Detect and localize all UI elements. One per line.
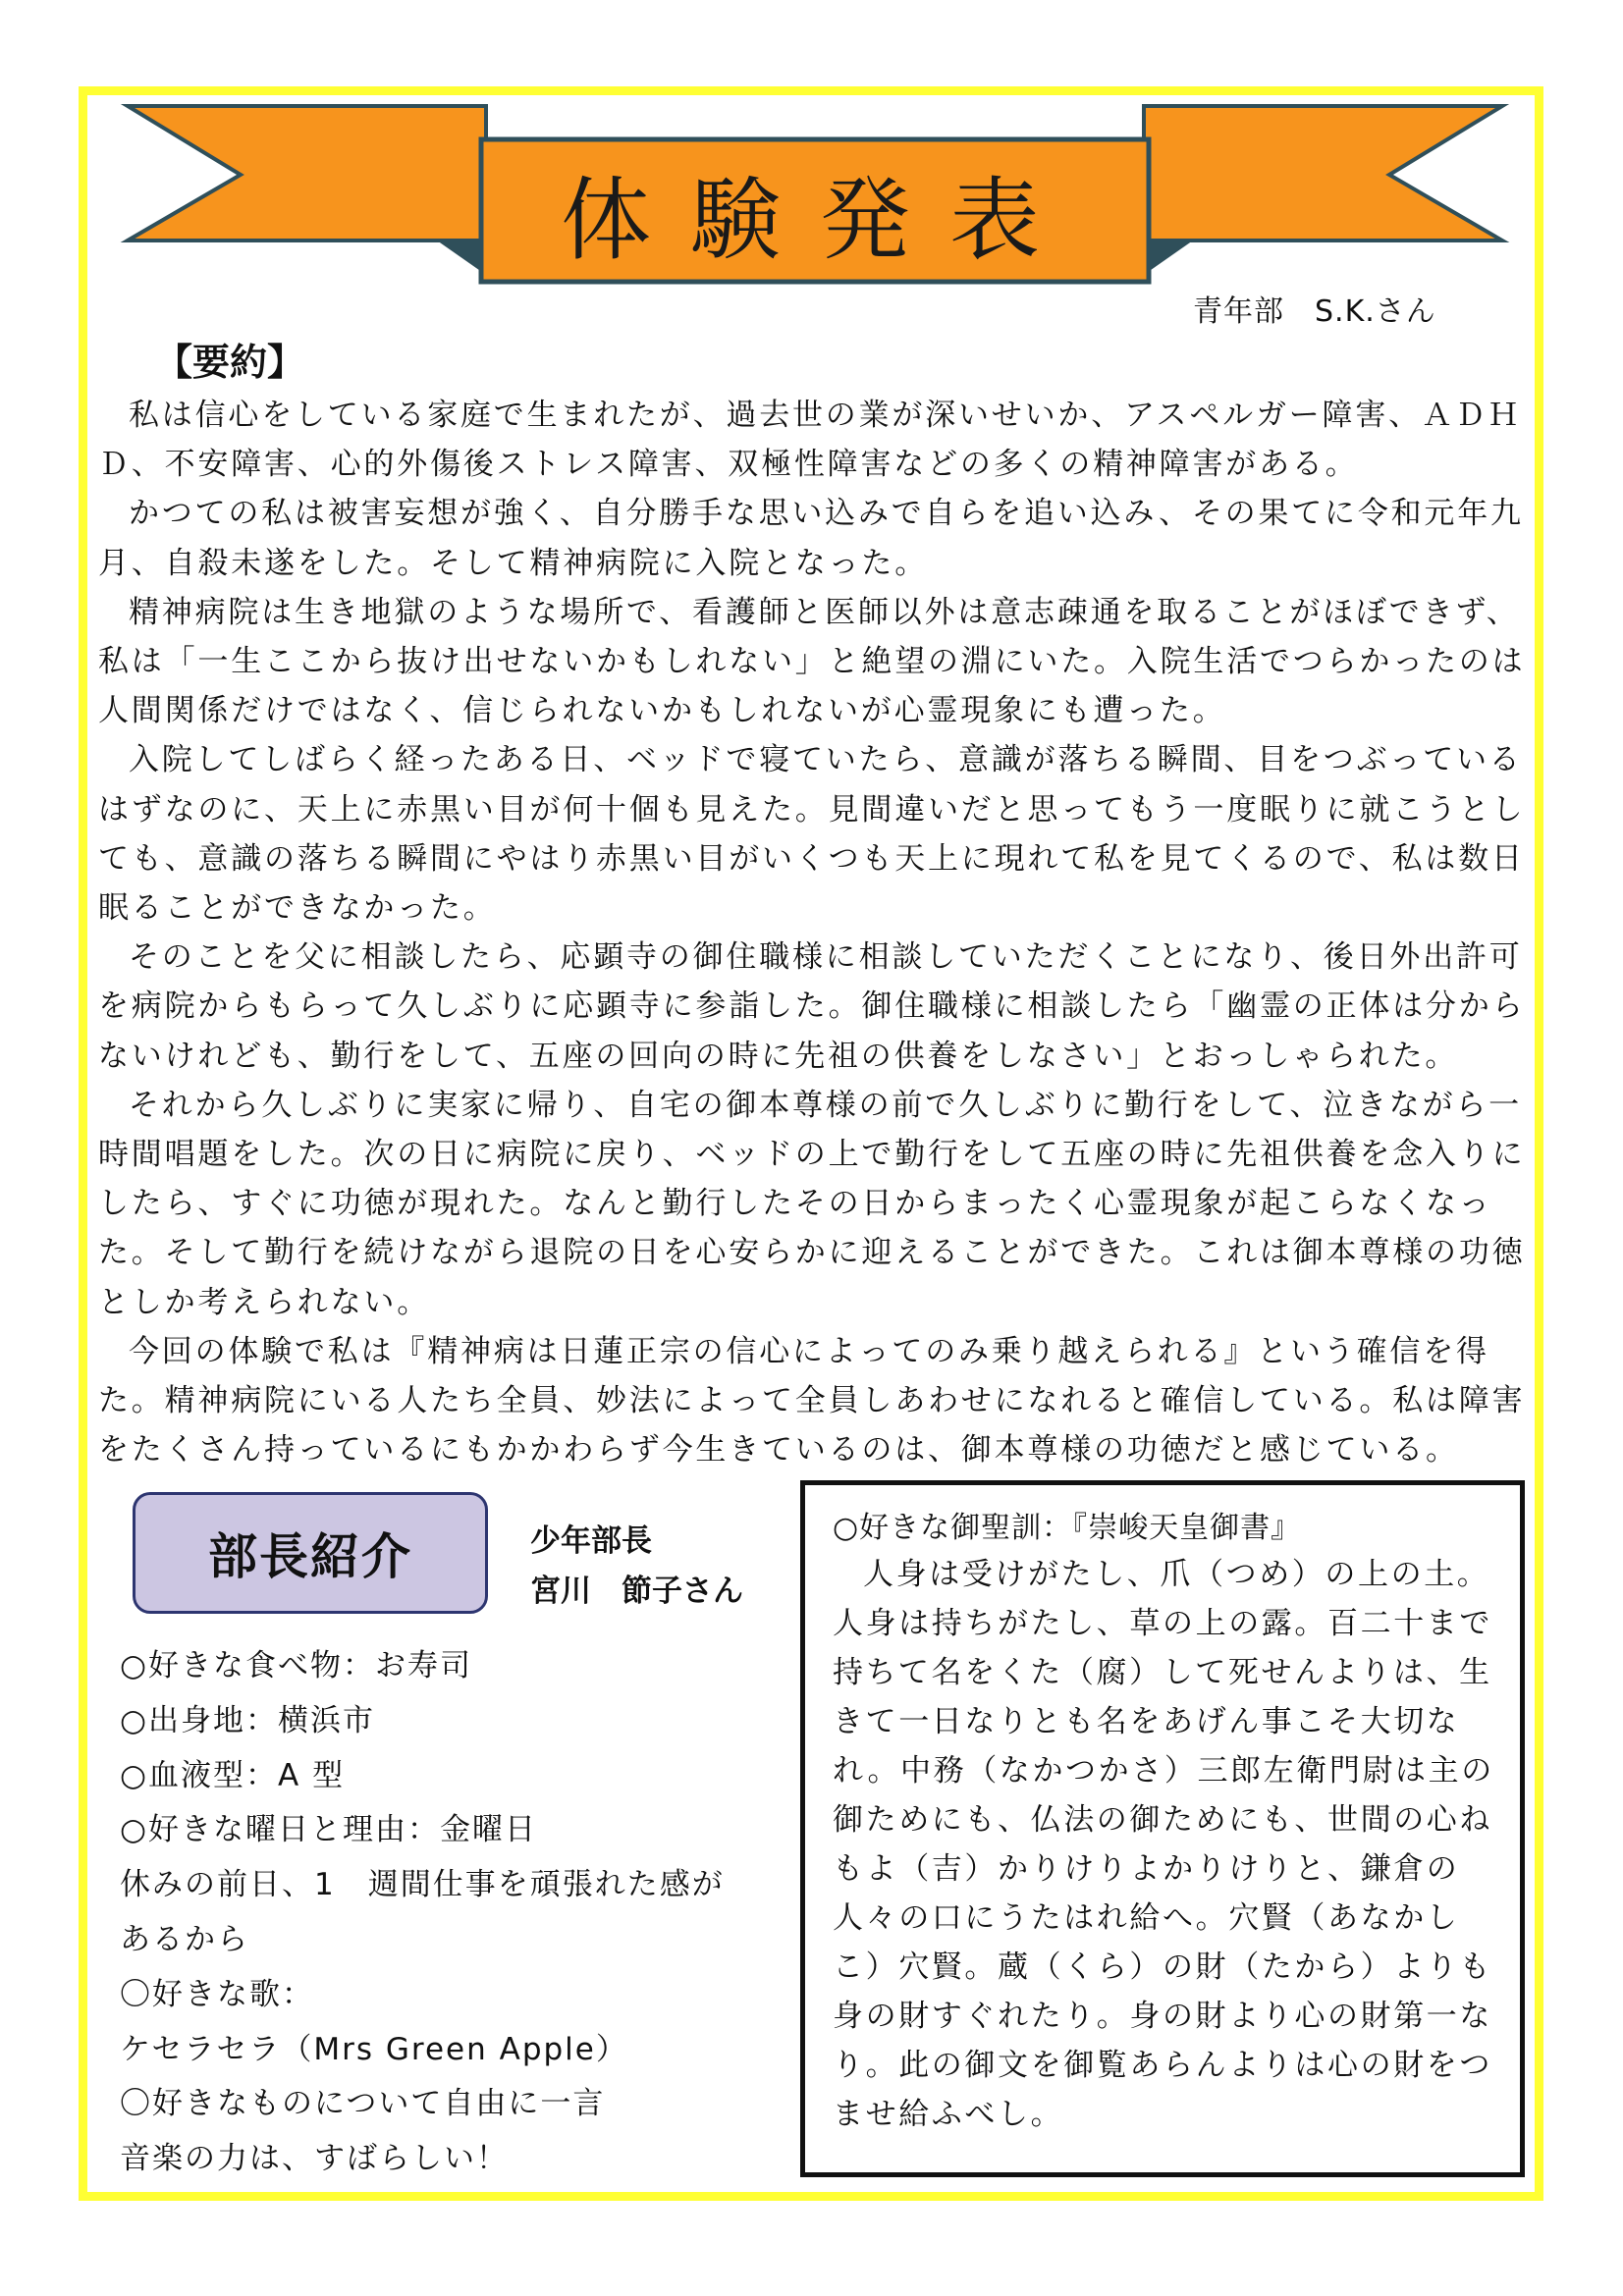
chief-profile [120, 1639, 758, 2187]
summary-paragraph: 入院してしばらく経ったある日、ベッドで寝ていたら、意識が落ちる瞬間、目をつぶっているはずなのに、天上に赤黒い目が何十個も見えた。見間違いだと思ってもう一度眠りに就こうとしても、意識の落ちる瞬間にやはり赤黒い目がいくつも天上に現れて私を見てくるので、私は数日眠ることができなかった。 [98, 742, 1526, 927]
gosho-box [800, 1480, 1525, 2177]
profile-line: ○血液型：A 型 [120, 1757, 346, 1793]
profile-line: 〇好きなものについて自由に一言 [120, 2086, 606, 2122]
chief-intro-label: 部長紹介 [133, 1492, 488, 1614]
page-title: 体験発表 [560, 168, 1079, 273]
profile-line: ○好きな食べ物：お寿司 [120, 1648, 473, 1683]
summary-heading: 【要約】 [155, 341, 305, 384]
profile-line: ○出身地：横浜市 [120, 1702, 376, 1738]
summary-paragraph: かつての私は被害妄想が強く、自分勝手な思い込みで自らを追い込み、その果てに令和元年九月、自殺未遂をした。そして精神病院に入院となった。 [98, 496, 1524, 581]
chief-name: 宮川 節子さん [530, 1574, 743, 1609]
profile-line: ○好きな曜日と理由：金曜日 [120, 1812, 538, 1848]
summary-paragraph: 今回の体験で私は『精神病は日蓮正宗の信心によってのみ乗り越えられる』という確信を得た。精神病院にいる人たち全員、妙法によって全員しあわせになれると確信している。私は障害をたくさん持っているにもかかわらず今生きているのは、御本尊様の功徳だと感じている。 [98, 1333, 1526, 1468]
profile-line: 音楽の力は、すばらしい！ [120, 2141, 509, 2177]
profile-line: 〇好きな歌： [120, 1976, 314, 2012]
profile-line: ケセラセラ（Mrs Green Apple） [120, 2031, 628, 2067]
chief-name-block [530, 1517, 743, 1617]
profile-line: 休みの前日、1 週間仕事を頑張れた感が [120, 1867, 725, 1903]
profile-line: あるから [120, 1921, 249, 1957]
summary-body [98, 391, 1542, 1474]
chief-role: 少年部長 [530, 1523, 652, 1559]
summary-paragraph: 私は信心をしている家庭で生まれたが、過去世の業が深いせいか、アスペルガー障害、ＡＤＨＤ、不安障害、心的外傷後ストレス障害、双極性障害などの多くの精神障害がある。 [98, 398, 1522, 483]
author-line: 青年部 S.K.さん [1193, 294, 1436, 329]
summary-paragraph: それから久しぶりに実家に帰り、自宅の御本尊様の前で久しぶりに勤行をして、泣きながら一時間唱題をした。次の日に病院に戻り、ベッドの上で勤行をして五座の時に先祖供養を念入りにしたら、すぐに功徳が現れた。なんと勤行したその日からまったく心霊現象が起こらなくなった。そして勤行を続けながら退院の日を心安らかに迎えることができた。これは御本尊様の功徳としか考えられない。 [98, 1087, 1526, 1320]
summary-paragraph: 精神病院は生き地獄のような場所で、看護師と医師以外は意志疎通を取ることがほぼできず、私は「一生ここから抜け出せないかもしれない」と絶望の淵にいた。入院生活でつらかったのは人間関係だけではなく、信じられないかもしれないが心霊現象にも遭った。 [98, 594, 1526, 729]
summary-paragraph: そのことを父に相談したら、応顕寺の御住職様に相談していただくことになり、後日外出許可を病院からもらって久しぶりに応顕寺に参詣した。御住職様に相談したら「幽霊の正体は分からないけれども、勤行をして、五座の回向の時に先祖の供養をしなさい」とおっしゃられた。 [98, 939, 1526, 1074]
gosho-body: 人身は受けがたし、爪（つめ）の上の土。人身は持ちがたし、草の上の露。百二十まで持ちて名をくた（腐）して死せんよりは、生きて一日なりとも名をあげん事こそ大切なれ。中務（なかつかさ）三郎左衛門尉は主の御ためにも、仏法の御ためにも、世間の心ねもよ（吉）かりけりよかりけりと、鎌倉の人々の口にうたはれ給へ。穴賢（あなかしこ）穴賢。蔵（くら）の財（たから）よりも身の財すぐれたり。身の財より心の財第一なり。此の御文を御覧あらんよりは心の財をつませ給ふべし。 [833, 1557, 1494, 2132]
gosho-title: ○好きな御聖訓：『崇峻天皇御書』 [833, 1511, 1302, 1545]
